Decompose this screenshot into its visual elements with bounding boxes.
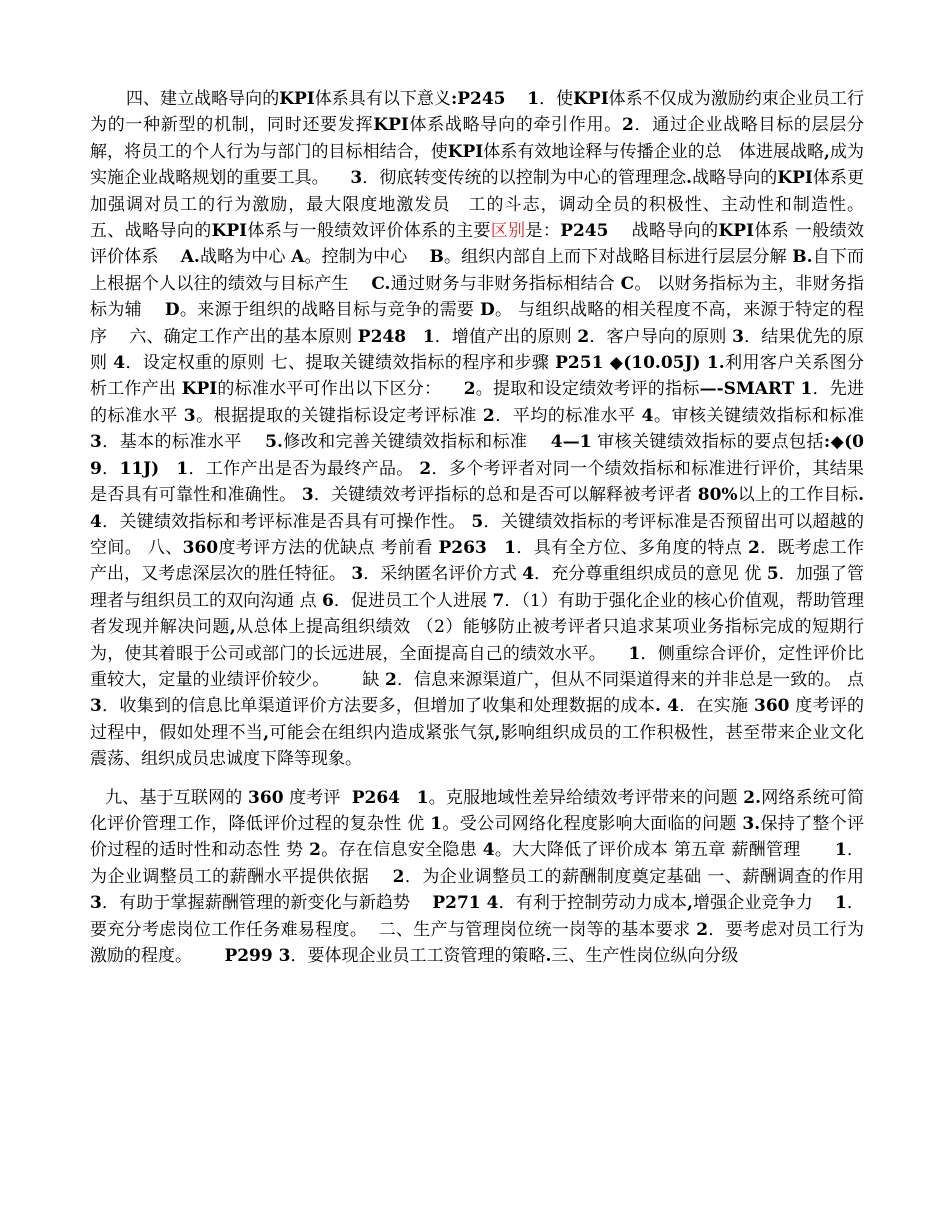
text-run: 审核关键绩效指标的要点包括 <box>591 432 824 453</box>
text-run: ．设定权重的原则 七、提取关键绩效指标的程序和步骤 <box>125 353 556 374</box>
text-run <box>487 538 504 558</box>
text-run: ． <box>101 458 120 479</box>
bold-text-run: KPI <box>777 168 813 189</box>
text-run: ．要体现企业员工工资管理的策略 <box>290 946 546 966</box>
bold-text-run: 2 <box>696 919 709 940</box>
text-run: ．使 <box>539 89 574 109</box>
text-run: 通过财务与非财务指标相结合 <box>390 273 621 294</box>
bold-text-run: A <box>291 247 305 268</box>
text-run: ．（1）有助于强化企业的核心价值观，帮助管理者发现并解决问题 <box>90 590 864 638</box>
text-run: 战略导向的 <box>608 221 719 242</box>
text-run: 战略为中心 <box>199 247 292 268</box>
text-run: 的标准水平可作出以下区分： <box>217 379 464 400</box>
text-run: 体系与一般绩效评价体系的主要 <box>247 221 491 242</box>
text-run: ．有利于控制劳动力成本 <box>498 893 687 914</box>
bold-text-run: B <box>429 247 444 268</box>
bold-text-run: :P245 <box>450 89 506 109</box>
text-run: 。存在信息安全隐患 <box>320 840 483 861</box>
bold-text-run: 5 <box>766 564 779 585</box>
bold-text-run: 5. <box>265 432 283 453</box>
text-run: ．平均的标准水平 <box>494 405 642 426</box>
bold-text-run: 2 <box>747 537 760 558</box>
bold-text-run: P248 <box>357 326 407 347</box>
bold-text-run: 4 <box>522 564 535 585</box>
text-run: ．工作产出是否为最终产品。 <box>188 458 420 479</box>
bold-text-run: 2 <box>577 326 590 347</box>
text-run: 。提取和设定绩效考评的指标 <box>475 379 700 400</box>
bold-text-run: P263 <box>438 537 487 558</box>
text-run: ．彻底转变传统的以控制为中心的管理理念 <box>362 168 687 189</box>
text-run: 成为实施企业战略规划的重要工具。 <box>90 141 865 189</box>
text-run: ．通过企业战略目标的层层分解，将员工的个人行为与部门的目标相结合，使 <box>90 115 865 162</box>
bold-text-run: 11J) <box>119 458 160 479</box>
text-run: 。来源于组织的战略目标与竞争的需要 <box>179 300 480 321</box>
text-run: ．具有全方位、多角度的特点 <box>515 537 748 558</box>
text-run: 。根据提取的关键指标设定考评标准 <box>195 405 483 426</box>
bold-text-run: 4—1 <box>550 432 592 453</box>
text-run: ．多个考评者对同一个绩效指标和标准进行评价，其结果是否具有可靠性和准确性。 <box>90 458 865 506</box>
text-run: ．收集到的信息比单渠道评价方法要多，但增加了收集和处理数据的成本 <box>101 696 655 717</box>
text-run: ．结果优先的原则 <box>90 326 864 374</box>
text-run: ．促进员工个人进展 <box>333 590 493 611</box>
bold-text-run: , <box>229 617 236 638</box>
bold-text-run: 1 <box>176 458 189 479</box>
text-run: ．关键绩效考评指标的总和是否可以解释被考评者 <box>313 485 698 506</box>
bold-text-run: P251 ◆(10.05J) 1. <box>555 353 725 374</box>
text-run: ．有助于掌握薪酬管理的新变化与新趋势 <box>101 893 433 914</box>
bold-text-run: . 4 <box>90 485 870 532</box>
text-run: ．关键绩效指标的考评标准是否预留出可以超越的空间。 八、 <box>90 511 865 558</box>
text-run: 。 以财务指标为主，非财务指标为辅 <box>90 273 865 321</box>
text-run: 增强企业竞争力 <box>692 893 836 914</box>
text-run: 保持了整个评价过程的适时性和动态性 势 <box>90 813 865 861</box>
bold-text-run: 3. <box>742 813 761 834</box>
text-run: ．要考虑对员工行为激励的程度。 <box>90 919 865 966</box>
bold-text-run: KPI <box>279 89 315 109</box>
bold-text-run: P264 <box>351 787 401 808</box>
bold-text-run: KPI <box>573 89 609 109</box>
text-run: 。 与组织战略的相关程度不高，来源于特定的程序 六、确定工作产出的基本原则 <box>90 300 864 347</box>
text-run: 可能会在组织内造成紧张气氛 <box>269 722 495 743</box>
bold-text-run: KPI <box>718 221 754 242</box>
bold-text-run: , <box>263 722 270 743</box>
bold-text-run: 3 <box>90 893 102 914</box>
bold-text-run: 2 <box>385 669 397 690</box>
text-run: ．采纳匿名评价方式 <box>363 564 523 585</box>
text-run: ．客户导向的原则 <box>589 326 733 347</box>
bold-text-run: B. <box>792 247 813 268</box>
bold-text-run: , <box>824 141 830 162</box>
text-run: ．既考虑工作产出，又考虑深层次的胜任特征。 <box>90 537 865 585</box>
text-run: ．侧重综合评价，定性评价比重较大，定量的业绩评价较少。 缺 <box>90 643 864 690</box>
text-run <box>406 327 423 347</box>
text-run: 三、生产性岗位纵向分级 <box>551 946 739 966</box>
text-run: 修改和完善关键绩效指标和标准 <box>282 432 551 453</box>
bold-text-run: 6 <box>322 590 334 611</box>
text-run: ．关键绩效指标和考评标准是否具有可操作性。 <box>101 511 472 532</box>
bold-text-run: , <box>494 722 501 743</box>
bold-text-run: 360 <box>182 537 219 558</box>
bold-text-run: D <box>479 300 495 321</box>
bold-text-run: A. <box>180 247 200 268</box>
text-run: 体系战略导向的牵引作用。 <box>408 115 622 136</box>
text-run: ．为企业调整员工的薪酬制度奠定基础 一、薪酬调查的作用 <box>404 866 870 887</box>
bold-text-run: C <box>620 273 635 294</box>
text-run: 。控制为中心 <box>304 247 430 268</box>
bold-text-run: 1 <box>430 813 443 834</box>
text-run: ．充分尊重组织成员的意见 优 <box>534 564 767 585</box>
bold-text-run: 80% <box>697 485 738 506</box>
text-run: 。审核关键绩效指标和标准 <box>653 405 870 426</box>
text-run: ．先进的标准水平 <box>90 379 865 426</box>
text-run: 。受公司网络化程度影响大面临的问题 <box>442 813 743 834</box>
bold-text-run: 360 <box>754 696 790 717</box>
bold-text-run: 3 <box>90 696 102 717</box>
text-run: 。组织内部自上而下对战略目标进行层层分解 <box>443 247 793 268</box>
text-run: ．加强了管理者与组织员工的双向沟通 点 <box>90 564 865 611</box>
text-run: 四、建立战略导向的 <box>126 89 280 109</box>
bold-text-run: 3 <box>350 168 363 189</box>
bold-text-run: D <box>164 300 180 321</box>
bold-text-run: 2 <box>622 115 634 136</box>
bold-text-run: 3 <box>301 485 314 506</box>
text-run: 九、基于互联网的 <box>94 787 249 808</box>
bold-text-run: 1 <box>527 89 540 109</box>
text-run <box>506 89 528 109</box>
bold-text-run: , <box>686 893 693 914</box>
bold-text-run: . <box>686 168 693 189</box>
paragraph-kpi-360 <box>90 86 886 773</box>
bold-text-run: KPI <box>181 379 218 400</box>
text-run <box>159 459 176 479</box>
bold-text-run: 1 <box>835 893 847 914</box>
bold-text-run: 3 <box>351 564 364 585</box>
paragraph-internet-360-salary <box>90 785 870 970</box>
bold-text-run: . <box>545 946 552 966</box>
bold-text-run: :◆(09 <box>90 432 864 479</box>
text-run: 从总体上提高组织绩效 （2）能够防止被考评者只追求某项业务指标完成的短期行为，使其着眼于公司或部门的长远进展，全面提高自己的绩效水平。 <box>90 617 865 664</box>
text-run: ．增值产出的原则 <box>434 326 578 347</box>
bold-text-run: P299 3 <box>224 946 291 966</box>
bold-text-run: 1 <box>628 643 641 664</box>
bold-text-run: KPI <box>447 141 484 162</box>
bold-text-run: 1 <box>422 326 435 347</box>
highlighted-text: 区别 <box>490 221 526 242</box>
bold-text-run: 360 <box>248 787 284 808</box>
bold-text-run: 4 <box>113 353 126 374</box>
text-run: 网络系统可简化评价管理工作，降低评价过程的复杂性 优 <box>90 787 865 834</box>
bold-text-run: 3 <box>732 326 744 347</box>
bold-text-run: 1 <box>834 840 847 861</box>
bold-text-run: KPI <box>373 115 409 136</box>
text-run: ．要充分考虑岗位工作任务难易程度。 二、生产与管理岗位统一岗等的基本要求 <box>90 893 864 940</box>
bold-text-run: —-SMART 1 <box>699 379 813 400</box>
bold-text-run: C. <box>371 273 391 294</box>
text-run: ．为企业调整员工的薪酬水平提供依据 <box>90 840 865 887</box>
text-run: ．在实施 <box>678 696 755 717</box>
bold-text-run: P271 4 <box>432 893 499 914</box>
text-run: 体系具有以下意义 <box>314 89 451 109</box>
bold-text-run: 3 <box>90 432 102 453</box>
text-run: 体系有效地诠释与传播企业的总 体进展战略 <box>483 141 825 162</box>
text-run: ．基本的标准水平 <box>101 432 266 453</box>
text-run: 以上的工作目标 <box>737 485 859 506</box>
text-run: 度考评方法的优缺点 考前看 <box>218 537 439 558</box>
text-run: 利用客户关系图分析工作产出 <box>90 353 865 400</box>
text-run: 是： <box>525 221 561 242</box>
text-run <box>400 788 417 808</box>
bold-text-run: 2 <box>392 866 405 887</box>
bold-text-run: 2 <box>309 840 321 861</box>
text-run: 。克服地域性差异给绩效考评带来的问题 <box>428 787 744 808</box>
text-run: 体系更加强调对员工的行为激励，最大限度地激发员 工的斗志，调动全员的积极性、主动性和制造性。 五、战略导向的 <box>90 168 886 242</box>
bold-text-run: 1 <box>504 537 516 558</box>
text-run: 。大大降低了评价成本 第五章 薪酬管理 <box>494 840 835 861</box>
text-run: 体系 一般绩效评价体系 <box>90 221 865 268</box>
bold-text-run: 1 <box>416 787 429 808</box>
bold-text-run: 4 <box>482 840 495 861</box>
bold-text-run: 2. <box>743 787 762 808</box>
text-run: 度考评的过程中，假如处理不当 <box>90 696 865 743</box>
text-run: 自下而上根据个人以往的绩效与目标产生 <box>90 247 865 294</box>
bold-text-run: 2 <box>482 405 495 426</box>
bold-text-run: 3 <box>183 405 196 426</box>
bold-text-run: . 4 <box>654 696 679 717</box>
text-run: 体系不仅成为激励约束企业员工行为的一种新型的机制，同时还要发挥 <box>90 89 865 136</box>
text-run: 度考评 <box>283 787 352 808</box>
text-run: 影响组织成员的工作积极性，甚至带来企业文化震荡、组织成员忠诚度下降等现象。 <box>90 722 865 770</box>
bold-text-run: 4 <box>641 405 654 426</box>
bold-text-run: P245 <box>560 221 609 242</box>
bold-text-run: 5 <box>471 511 484 532</box>
bold-text-run: 2 <box>419 458 432 479</box>
bold-text-run: 7 <box>492 590 505 611</box>
text-run: ．信息来源渠道广，但从不同渠道得来的并非总是一致的。 点 <box>396 669 870 690</box>
bold-text-run: KPI <box>211 221 248 242</box>
text-run: 战略导向的 <box>692 168 778 189</box>
bold-text-run: 2 <box>463 379 476 400</box>
